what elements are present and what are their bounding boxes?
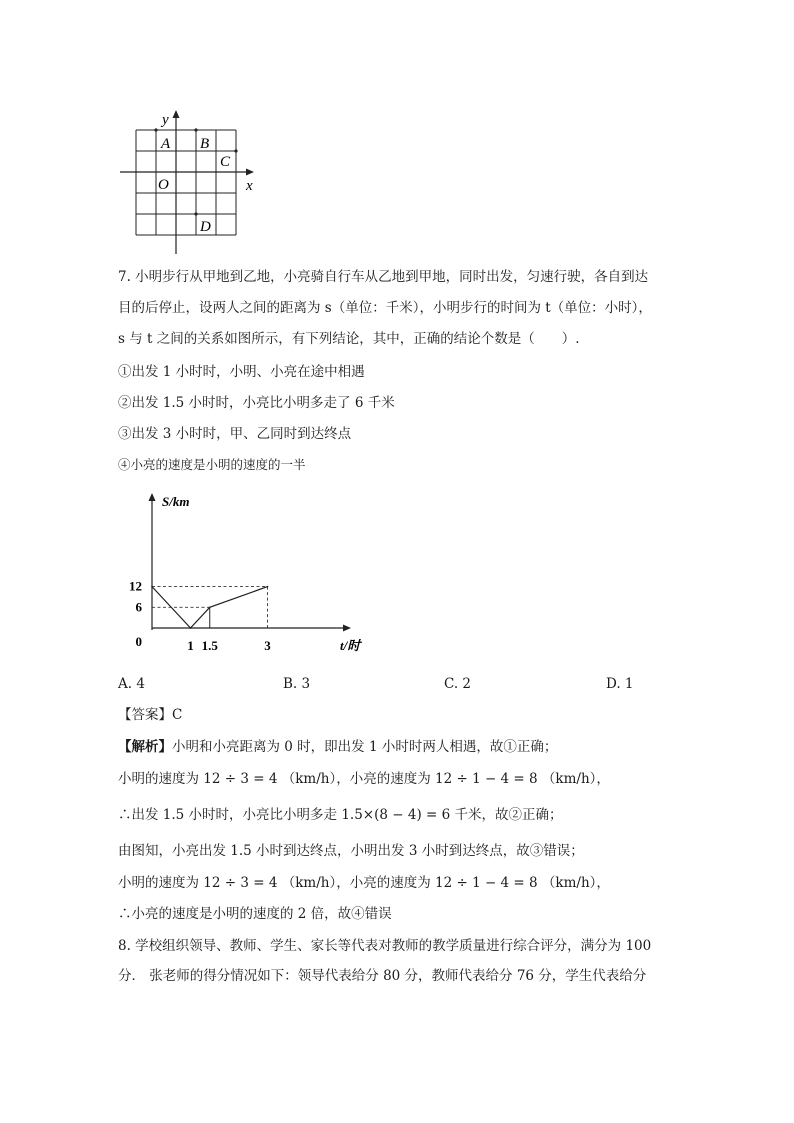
point-c-label: C (220, 154, 231, 170)
coordinate-grid-figure (118, 108, 268, 258)
origin-tick-label: 0 (135, 634, 142, 649)
answer-value: C (172, 707, 183, 723)
q8-stem-line-2: 分． 张老师的得分情况如下：领导代表给分 80 分，教师代表给分 76 分，学生代表给分 (118, 968, 647, 984)
analysis-line-4: 由图知，小亮出发 1.5 小时到达终点，小明出发 3 小时到达终点，故③错误； (118, 843, 584, 859)
answer-line (118, 706, 182, 724)
chart-x-axis-title: t/时 (340, 638, 361, 653)
option-a: A. 4 (118, 676, 145, 692)
data-point-2 (209, 607, 211, 609)
q7-statement-4: ④小亮的速度是小明的速度的一半 (118, 457, 306, 472)
x-axis-label: x (246, 178, 253, 194)
analysis-line-6: ∴小亮的速度是小明的速度的 2 倍，故④错误 (118, 906, 392, 922)
point-d-label: D (200, 219, 211, 235)
q7-statement-1: ①出发 1 小时时，小明、小亮在途中相遇 (118, 364, 365, 380)
analysis-text-1: 小明和小亮距离为 0 时，即出发 1 小时时两人相遇，故①正确； (172, 739, 558, 755)
analysis-line-1 (118, 738, 557, 756)
y-axis-arrow (173, 110, 180, 118)
point-b-label: B (200, 136, 210, 152)
q7-stem-line-1: 7. 小明步行从甲地到乙地，小亮骑自行车从乙地到甲地，同时出发，匀速行驶，各自到达 (118, 269, 649, 285)
q8-stem-line-1: 8. 学校组织领导、教师、学生、家长等代表对教师的教学质量进行综合评分，满分为 100 (118, 938, 652, 954)
analysis-line-3: ∴出发 1.5 小时时，小亮比小明多走 1.5×(8 − 4) = 6 千米，故②正确； (118, 807, 563, 823)
q7-stem-line-2: 目的后停止，设两人之间的距离为 s（单位：千米），小明步行的时间为 t（单位：小时）， (118, 300, 652, 316)
chart-y-axis-arrow (149, 493, 156, 501)
option-c: C. 2 (444, 676, 472, 692)
q7-statement-2: ②出发 1.5 小时时，小亮比小明多走了 6 千米 (118, 395, 395, 411)
data-point-1 (190, 627, 192, 629)
answer-label: 【答案】 (118, 707, 172, 723)
origin-label: O (158, 177, 169, 193)
x-tick-label-1-5: 1.5 (201, 638, 218, 653)
distance-time-chart (118, 488, 378, 658)
chart-y-axis-title: S/km (162, 494, 190, 509)
data-point-0 (151, 586, 153, 588)
point-a-label: A (161, 136, 171, 152)
y-axis-label: y (162, 112, 169, 128)
option-b: B. 3 (283, 676, 311, 692)
analysis-line-2: 小明的速度为 12 ÷ 3 = 4 （km/h），小亮的速度为 12 ÷ 1 − 4 = 8 （km/h）， (118, 771, 610, 787)
y-tick-label-6: 6 (135, 599, 142, 615)
data-point-3 (267, 586, 269, 588)
q7-stem-line-3: s 与 t 之间的关系如图所示，有下列结论，其中，正确的结论个数是（ ）. (118, 331, 580, 347)
option-d: D. 1 (606, 676, 634, 692)
q7-statement-3: ③出发 3 小时时，甲、乙同时到达终点 (118, 426, 352, 442)
chart-x-axis-arrow (343, 625, 351, 632)
x-tick-label-1: 1 (187, 638, 194, 653)
analysis-line-5: 小明的速度为 12 ÷ 3 = 4 （km/h），小亮的速度为 12 ÷ 1 − 4 = 8 （km/h）， (118, 875, 610, 891)
x-tick-label-3: 3 (264, 638, 271, 653)
analysis-label: 【解析】 (118, 739, 172, 755)
y-tick-label-12: 12 (129, 578, 142, 594)
x-axis-arrow (246, 169, 254, 176)
